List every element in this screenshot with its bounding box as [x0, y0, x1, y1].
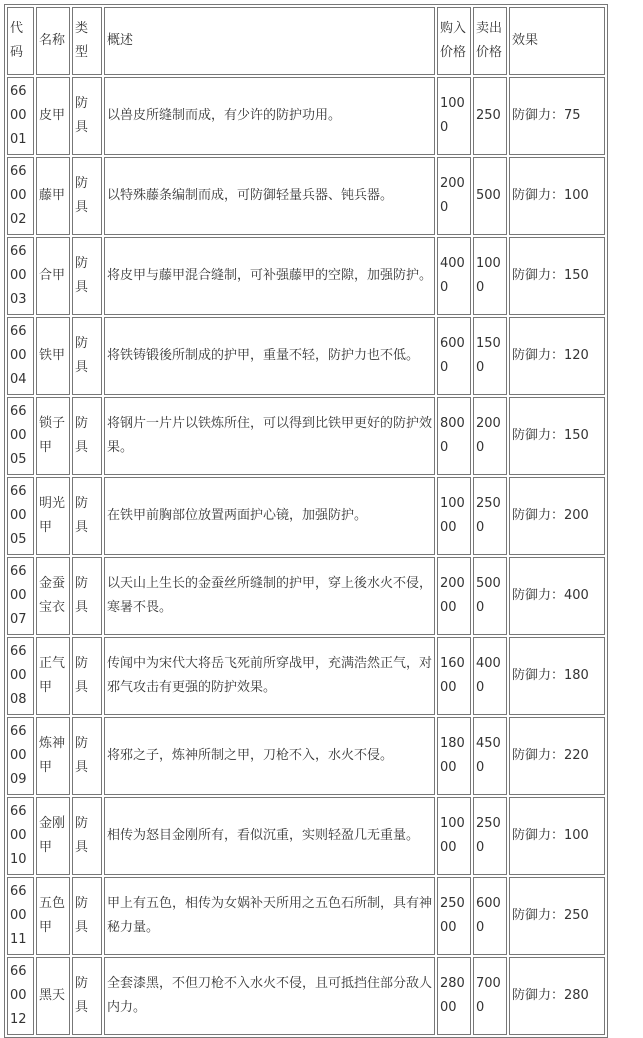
- cell-type: 防具: [72, 77, 102, 155]
- cell-sell-price: 2500: [473, 797, 507, 875]
- table-row: [7, 317, 605, 395]
- table-row: [7, 877, 605, 955]
- cell-effect: 防御力：150: [509, 237, 605, 315]
- table-row: [7, 717, 605, 795]
- table-row: [7, 77, 605, 155]
- cell-type: 防具: [72, 397, 102, 475]
- cell-sell-price: 1000: [473, 237, 507, 315]
- header-code: 代码: [7, 7, 34, 75]
- cell-effect: 防御力：400: [509, 557, 605, 635]
- cell-sell-price: 6000: [473, 877, 507, 955]
- cell-buy-price: 4000: [437, 237, 471, 315]
- cell-buy-price: 10000: [437, 797, 471, 875]
- cell-sell-price: 500: [473, 157, 507, 235]
- cell-effect: 防御力：220: [509, 717, 605, 795]
- cell-desc: 以特殊藤条编制而成，可防御轻量兵器、钝兵器。: [104, 157, 435, 235]
- cell-effect: 防御力：100: [509, 157, 605, 235]
- cell-effect: 防御力：150: [509, 397, 605, 475]
- cell-name: 金刚甲: [36, 797, 70, 875]
- cell-desc: 将铁铸锻後所制成的护甲，重量不轻，防护力也不低。: [104, 317, 435, 395]
- cell-name: 合甲: [36, 237, 70, 315]
- header-desc: 概述: [104, 7, 435, 75]
- table-row: [7, 477, 605, 555]
- cell-name: 五色甲: [36, 877, 70, 955]
- cell-buy-price: 8000: [437, 397, 471, 475]
- cell-code: 660002: [7, 157, 34, 235]
- table-row: [7, 797, 605, 875]
- cell-name: 金蚕宝衣: [36, 557, 70, 635]
- cell-desc: 甲上有五色，相传为女娲补天所用之五色石所制，具有神秘力量。: [104, 877, 435, 955]
- cell-type: 防具: [72, 637, 102, 715]
- table-row: [7, 637, 605, 715]
- cell-name: 锁子甲: [36, 397, 70, 475]
- cell-code: 660007: [7, 557, 34, 635]
- header-buy-price: 购入价格: [437, 7, 471, 75]
- cell-name: 铁甲: [36, 317, 70, 395]
- cell-code: 660003: [7, 237, 34, 315]
- cell-buy-price: 2000: [437, 157, 471, 235]
- cell-name: 皮甲: [36, 77, 70, 155]
- cell-name: 炼神甲: [36, 717, 70, 795]
- cell-effect: 防御力：100: [509, 797, 605, 875]
- cell-sell-price: 250: [473, 77, 507, 155]
- item-table-wrapper: [4, 4, 608, 1038]
- cell-desc: 将邪之子，炼神所制之甲，刀枪不入，水火不侵。: [104, 717, 435, 795]
- cell-desc: 在铁甲前胸部位放置两面护心镜，加强防护。: [104, 477, 435, 555]
- header-type: 类型: [72, 7, 102, 75]
- cell-buy-price: 18000: [437, 717, 471, 795]
- table-row: [7, 157, 605, 235]
- cell-sell-price: 7000: [473, 957, 507, 1035]
- cell-effect: 防御力：180: [509, 637, 605, 715]
- cell-sell-price: 1500: [473, 317, 507, 395]
- cell-type: 防具: [72, 477, 102, 555]
- cell-effect: 防御力：120: [509, 317, 605, 395]
- cell-buy-price: 20000: [437, 557, 471, 635]
- cell-desc: 以天山上生长的金蚕丝所缝制的护甲，穿上後水火不侵，寒暑不畏。: [104, 557, 435, 635]
- cell-type: 防具: [72, 557, 102, 635]
- cell-buy-price: 28000: [437, 957, 471, 1035]
- cell-buy-price: 25000: [437, 877, 471, 955]
- cell-code: 660009: [7, 717, 34, 795]
- cell-buy-price: 10000: [437, 477, 471, 555]
- armor-item-table: [4, 4, 608, 1038]
- cell-sell-price: 2000: [473, 397, 507, 475]
- cell-type: 防具: [72, 157, 102, 235]
- cell-code: 660012: [7, 957, 34, 1035]
- cell-desc: 相传为怒目金刚所有，看似沉重，实则轻盈几无重量。: [104, 797, 435, 875]
- table-row: [7, 957, 605, 1035]
- table-row: [7, 397, 605, 475]
- header-effect: 效果: [509, 7, 605, 75]
- cell-sell-price: 4000: [473, 637, 507, 715]
- cell-code: 660010: [7, 797, 34, 875]
- cell-type: 防具: [72, 797, 102, 875]
- header-name: 名称: [36, 7, 70, 75]
- cell-code: 660001: [7, 77, 34, 155]
- cell-effect: 防御力：200: [509, 477, 605, 555]
- cell-buy-price: 6000: [437, 317, 471, 395]
- cell-desc: 将钢片一片片以铁炼所住，可以得到比铁甲更好的防护效果。: [104, 397, 435, 475]
- cell-desc: 以兽皮所缝制而成，有少许的防护功用。: [104, 77, 435, 155]
- cell-type: 防具: [72, 237, 102, 315]
- table-header-row: [7, 7, 605, 75]
- cell-name: 藤甲: [36, 157, 70, 235]
- cell-effect: 防御力：280: [509, 957, 605, 1035]
- cell-type: 防具: [72, 877, 102, 955]
- cell-code: 660005: [7, 477, 34, 555]
- cell-type: 防具: [72, 957, 102, 1035]
- cell-type: 防具: [72, 317, 102, 395]
- table-row: [7, 557, 605, 635]
- cell-buy-price: 16000: [437, 637, 471, 715]
- cell-effect: 防御力：250: [509, 877, 605, 955]
- cell-name: 正气甲: [36, 637, 70, 715]
- cell-code: 660011: [7, 877, 34, 955]
- cell-sell-price: 4500: [473, 717, 507, 795]
- cell-desc: 将皮甲与藤甲混合缝制，可补强藤甲的空隙，加强防护。: [104, 237, 435, 315]
- cell-buy-price: 1000: [437, 77, 471, 155]
- cell-sell-price: 2500: [473, 477, 507, 555]
- table-row: [7, 237, 605, 315]
- cell-effect: 防御力：75: [509, 77, 605, 155]
- cell-code: 660008: [7, 637, 34, 715]
- cell-sell-price: 5000: [473, 557, 507, 635]
- cell-code: 660005: [7, 397, 34, 475]
- cell-desc: 全套漆黑，不但刀枪不入水火不侵，且可抵挡住部分敌人内力。: [104, 957, 435, 1035]
- cell-desc: 传闻中为宋代大将岳飞死前所穿战甲，充满浩然正气，对邪气攻击有更强的防护效果。: [104, 637, 435, 715]
- cell-name: 黑天: [36, 957, 70, 1035]
- cell-name: 明光甲: [36, 477, 70, 555]
- cell-code: 660004: [7, 317, 34, 395]
- header-sell-price: 卖出价格: [473, 7, 507, 75]
- cell-type: 防具: [72, 717, 102, 795]
